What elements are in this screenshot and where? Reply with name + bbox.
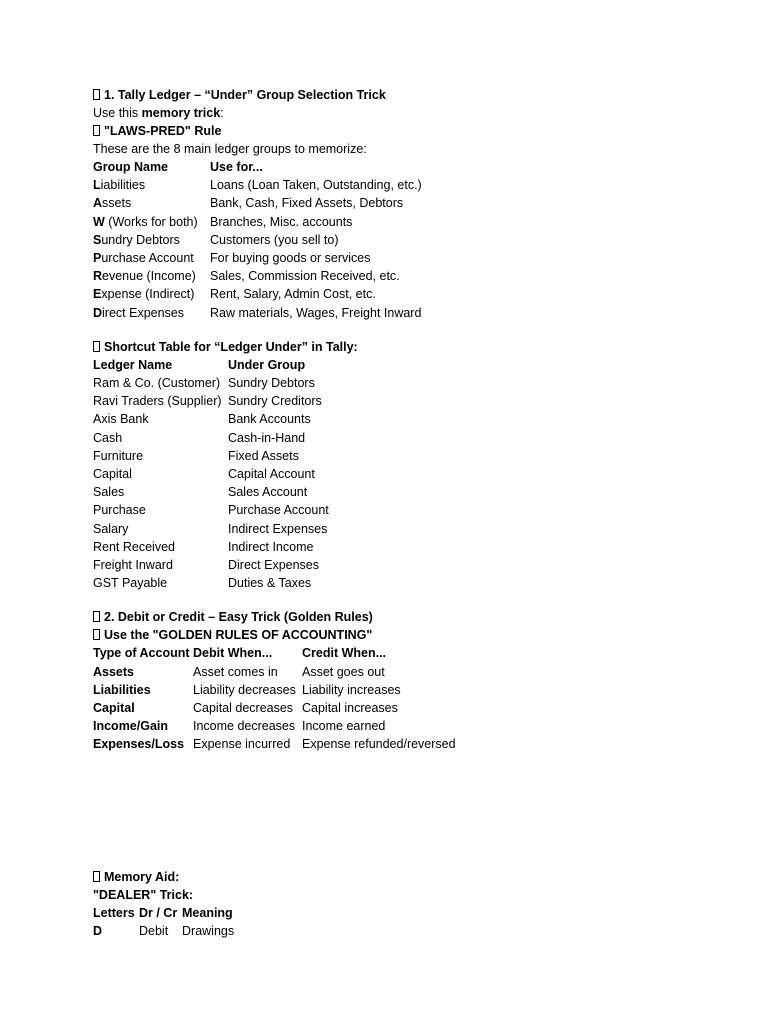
table-row [93,304,422,322]
ledger-name: Freight Inward [93,558,173,573]
group-letter: A [93,196,103,211]
emoji-placeholder-icon [93,125,100,136]
group-rest: urchase Account [101,251,194,266]
ledger-groups-table [93,158,422,322]
ledger-name: Purchase [93,503,146,518]
header-meaning: Meaning [182,905,233,920]
group-letter: E [93,287,102,302]
group-use: Bank, Cash, Fixed Assets, Debtors [210,196,404,211]
table-row [93,392,329,410]
use-bold: memory trick [141,106,221,120]
debit-when: Expense incurred [193,737,291,752]
table-row [93,447,329,465]
section3-subheading [93,626,693,644]
account-type: Capital [93,701,135,716]
ledger-under-table [93,356,329,593]
golden-rules-table [93,644,456,753]
section2-title: Shortcut Table for “Ledger Under” in Tally: [104,339,358,354]
table-row [93,735,456,753]
group-use: Loans (Loan Taken, Outstanding, etc.) [210,178,422,193]
memory-trick-line [93,104,693,122]
use-prefix: Use this [93,106,142,120]
section1-title: 1. Tally Ledger – “Under” Group Selection Trick [104,88,386,102]
header-credit: Credit When... [302,646,387,661]
table-row [93,176,422,194]
debit-when: Asset comes in [193,664,278,679]
emoji-placeholder-icon [93,629,100,640]
credit-when: Liability increases [302,682,401,697]
section1-heading [93,86,693,104]
table-row [93,374,329,392]
table-header-row [93,158,422,176]
group-rest: evenue (Income) [102,269,196,284]
group-letter: R [93,269,103,284]
table-row [93,520,329,538]
under-group: Cash-in-Hand [228,430,306,445]
table-row [93,483,329,501]
debit-when: Liability decreases [193,682,296,697]
table-row [93,465,329,483]
under-group: Indirect Expenses [228,521,328,536]
header-type: Type of Account [93,646,190,661]
ledger-name: Ram & Co. (Customer) [93,376,221,391]
header-group-name: Group Name [93,160,169,174]
table-row [93,501,329,519]
letter: D [93,923,103,938]
credit-when: Asset goes out [302,664,385,679]
header-dr-cr: Dr / Cr [139,905,178,920]
account-type: Assets [93,664,134,679]
table-header-row [93,904,234,922]
section4-heading [93,868,693,886]
section3-title: 2. Debit or Credit – Easy Trick (Golden Rules) [104,610,373,625]
dealer-table [93,904,234,940]
table-row [93,410,329,428]
ledger-name: Rent Received [93,539,175,554]
intro-text: These are the 8 main ledger groups to memorize: [93,142,367,156]
group-rest: xpense (Indirect) [101,287,195,302]
section4-title: Memory Aid: [104,869,180,884]
header-debit: Debit When... [193,646,273,661]
table-row [93,922,234,940]
table-row [93,231,422,249]
group-letter: W [93,214,105,229]
group-use: Rent, Salary, Admin Cost, etc. [210,287,376,302]
under-group: Sales Account [228,485,308,500]
group-use: For buying goods or services [210,251,371,266]
section2-heading [93,338,693,356]
group-rest: irect Expenses [102,305,185,320]
under-group: Capital Account [228,467,315,482]
debit-when: Income decreases [193,719,296,734]
under-group: Fixed Assets [228,448,299,463]
table-row [93,663,456,681]
under-group: Direct Expenses [228,558,320,573]
emoji-placeholder-icon [93,341,100,352]
under-group: Sundry Debtors [228,376,315,391]
table-row [93,681,456,699]
table-header-row [93,644,456,662]
ledger-name: Ravi Traders (Supplier) [93,394,222,409]
table-header-row [93,356,329,374]
ledger-name: Salary [93,521,129,536]
under-group: Indirect Income [228,539,314,554]
table-row [93,194,422,212]
account-type: Income/Gain [93,719,169,734]
ledger-name: Sales [93,485,125,500]
table-row [93,556,329,574]
table-row [93,717,456,735]
account-type: Liabilities [93,682,151,697]
ledger-name: Furniture [93,448,144,463]
emoji-placeholder-icon [93,89,100,100]
table-row [93,699,456,717]
group-use: Sales, Commission Received, etc. [210,269,400,284]
table-row [93,429,329,447]
header-letters: Letters [93,905,135,920]
credit-when: Capital increases [302,701,398,716]
rule-title: "LAWS-PRED" Rule [104,124,222,138]
under-group: Sundry Creditors [228,394,322,409]
dr-cr: Debit [139,923,169,938]
group-rest: ssets [102,196,132,211]
table-row [93,285,422,303]
group-rest: undry Debtors [101,232,180,247]
group-letter: S [93,232,102,247]
group-rest: iabilities [100,178,146,193]
ledger-name: Capital [93,467,132,482]
table-row [93,574,329,592]
group-letter: L [93,178,101,193]
section4-subtitle: "DEALER" Trick: [93,887,194,902]
table-row [93,538,329,556]
section3-subtitle: Use the "GOLDEN RULES OF ACCOUNTING" [104,628,373,643]
credit-when: Income earned [302,719,386,734]
rule-heading [93,122,693,140]
emoji-placeholder-icon [93,611,100,622]
under-group: Duties & Taxes [228,576,312,591]
table-row [93,213,422,231]
ledger-name: GST Payable [93,576,168,591]
header-under-group: Under Group [228,357,306,372]
ledger-name: Axis Bank [93,412,149,427]
under-group: Purchase Account [228,503,329,518]
use-suffix: : [220,106,224,120]
header-use-for: Use for... [210,160,263,174]
ledger-name: Cash [93,430,123,445]
group-use: Customers (you sell to) [210,232,339,247]
section3-heading [93,608,693,626]
group-letter: P [93,251,102,266]
group-use: Raw materials, Wages, Freight Inward [210,305,422,320]
group-letter: D [93,305,103,320]
table-row [93,267,422,285]
under-group: Bank Accounts [228,412,311,427]
account-type: Expenses/Loss [93,737,185,752]
table-row [93,249,422,267]
document-page [93,86,693,940]
emoji-placeholder-icon [93,871,100,882]
debit-when: Capital decreases [193,701,294,716]
group-use: Branches, Misc. accounts [210,214,353,229]
meaning: Drawings [182,923,235,938]
credit-when: Expense refunded/reversed [302,737,456,752]
group-rest: (Works for both) [104,214,198,229]
header-ledger-name: Ledger Name [93,357,173,372]
